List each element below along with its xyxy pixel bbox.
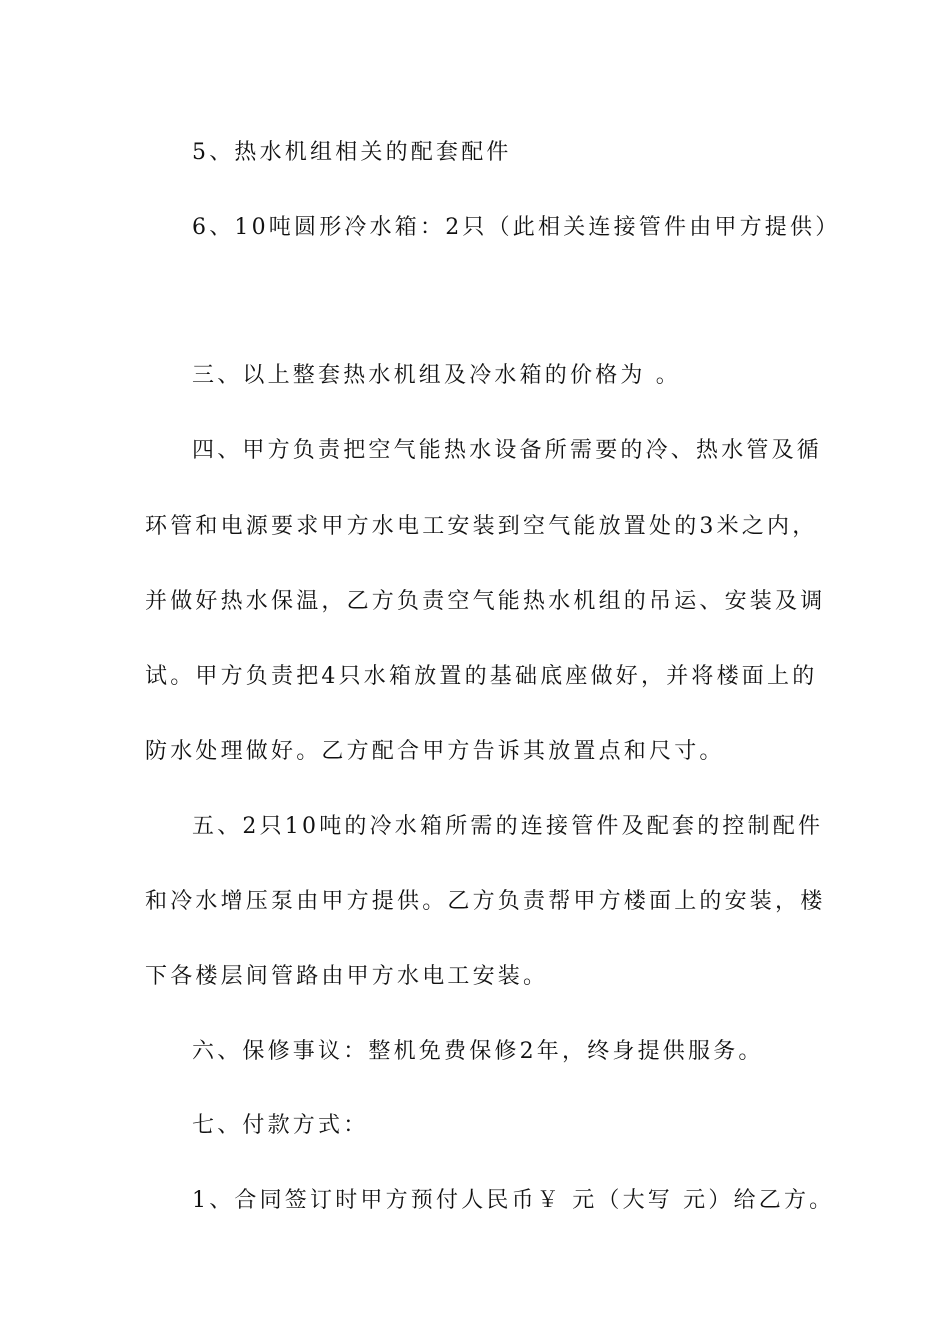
section-5-line-3: 下各楼层间管路由甲方水电工安装。 <box>145 964 549 989</box>
section-3-price: 三、以上整套热水机组及冷水箱的价格为 。 <box>192 363 681 388</box>
section-4-line-1: 四、甲方负责把空气能热水设备所需要的冷、热水管及循 <box>192 438 823 463</box>
section-4-line-2: 环管和电源要求甲方水电工安装到空气能放置处的3米之内， <box>145 514 818 539</box>
section-4-line-4: 试。甲方负责把4只水箱放置的基础底座做好，并将楼面上的 <box>145 664 818 689</box>
section-6-warranty: 六、保修事议：整机免费保修2年，终身提供服务。 <box>192 1039 764 1064</box>
section-5-line-1: 五、2只10吨的冷水箱所需的连接管件及配套的控制配件 <box>192 814 824 839</box>
item-5-accessories: 5、热水机组相关的配套配件 <box>192 140 512 165</box>
item-6-cold-water-tanks: 6、10吨圆形冷水箱：2只（此相关连接管件由甲方提供） <box>192 215 841 240</box>
payment-item-1: 1、合同签订时甲方预付人民币￥ 元（大写 元）给乙方。 <box>192 1188 835 1213</box>
section-7-payment-heading: 七、付款方式： <box>192 1113 369 1138</box>
section-4-line-5: 防水处理做好。乙方配合甲方告诉其放置点和尺寸。 <box>145 739 725 764</box>
section-5-line-2: 和冷水增压泵由甲方提供。乙方负责帮甲方楼面上的安装，楼 <box>145 889 826 914</box>
section-4-line-3: 并做好热水保温，乙方负责空气能热水机组的吊运、安装及调 <box>145 589 826 614</box>
